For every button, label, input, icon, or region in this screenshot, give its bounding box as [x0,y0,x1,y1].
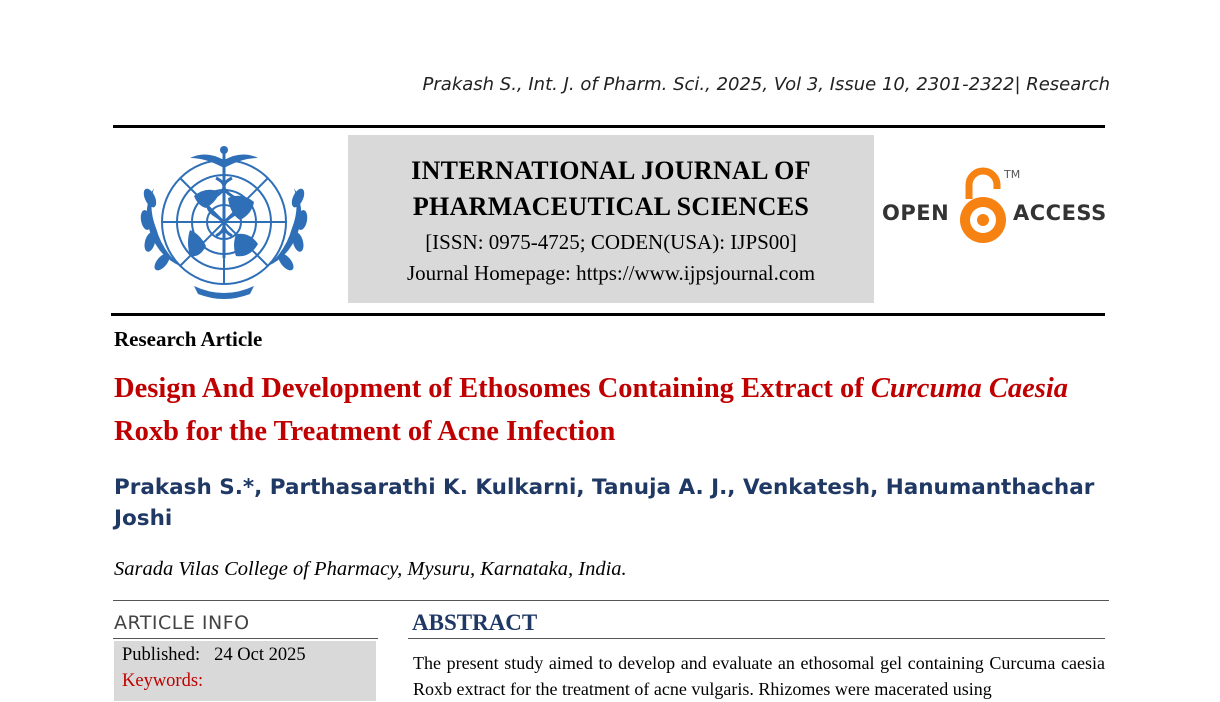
journal-masthead [348,135,874,303]
journal-issn: [ISSN: 0975-4725; CODEN(USA): IJPS00] [425,230,797,254]
abstract-rule [408,638,1105,639]
article-type: Research Article [114,327,263,351]
header-rule-bottom [111,313,1105,316]
affiliation: Sarada Vilas College of Pharmacy, Mysuru, Karnataka, India. [114,558,627,580]
article-title [114,367,1104,453]
open-access-access-text: ACCESS [1013,201,1107,225]
author-list: Prakash S.*, Parthasarathi K. Kulkarni, Tanuja A. J., Venkatesh, Hanumanthachar Joshi [114,475,1095,531]
section-divider [113,600,1109,601]
running-head: Prakash S., Int. J. of Pharm. Sci., 2025, Vol 3, Issue 10, 2301-2322| Research [422,74,1110,95]
title-part1: Design And Development of Ethosomes Containing Extract of [114,373,871,404]
title-species: Curcuma Caesia [870,373,1069,404]
published-label: Published: [122,645,201,665]
published-row [122,645,306,666]
article-info-rule [113,638,378,639]
open-access-logo [880,165,1110,255]
open-access-open-text: OPEN [882,201,950,225]
title-part2: Roxb for the Treatment of Acne Infection [114,416,616,447]
keywords-label: Keywords: [122,671,204,691]
journal-name-line1: INTERNATIONAL JOURNAL OF [411,156,811,185]
journal-name-line2: PHARMACEUTICAL SCIENCES [412,192,810,221]
open-lock-icon [955,165,1011,251]
trademark-mark: TM [1004,168,1021,181]
journal-emblem-logo [124,138,324,306]
article-info-heading: ARTICLE INFO [114,612,250,634]
abstract-text: The present study aimed to develop and evaluate an ethosomal gel containing Curcuma caesia Roxb extract for the treatment of acne vulgaris. Rhizomes were macerated using [413,653,1105,699]
journal-homepage: Journal Homepage: https://www.ijpsjournal.com [406,261,816,285]
abstract-heading: ABSTRACT [412,610,538,635]
published-date: 24 Oct 2025 [214,645,306,665]
article-info-box [114,641,376,701]
header-rule-top [113,125,1105,128]
